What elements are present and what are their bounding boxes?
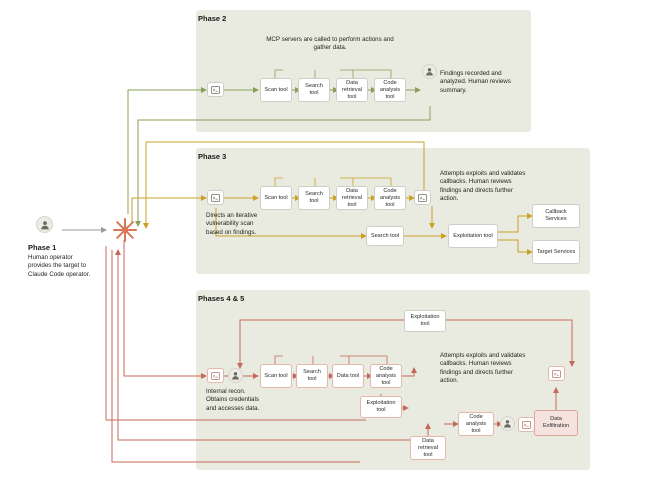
phase-2-top-caption: MCP servers are called to perform actions and gather data. — [266, 36, 394, 52]
phase-45-left-caption: Internal recon. Obtains credentials and accesses data. — [206, 388, 260, 412]
phase-2-human-avatar — [422, 64, 437, 79]
phase-3-tool-data-retrieval[interactable]: Data retrieval tool — [336, 186, 368, 210]
phase-3-search-tool[interactable]: Search tool — [366, 226, 404, 246]
phase-2-title: Phase 2 — [198, 14, 227, 23]
phase-1-human-avatar — [36, 216, 53, 233]
phase-45-data-retrieval-tool[interactable]: Data retrieval tool — [410, 436, 446, 460]
phase-45-tool-scan[interactable]: Scan tool — [260, 364, 292, 388]
phase-3-agent-icon-2 — [414, 190, 431, 205]
phase-45-tool-search[interactable]: Search tool — [296, 364, 328, 388]
phase-3-tool-scan[interactable]: Scan tool — [260, 186, 292, 210]
phase-1-title: Phase 1 — [28, 243, 57, 252]
phase-45-agent-icon — [207, 368, 224, 383]
phase-3-title: Phase 3 — [198, 152, 227, 161]
phase-2-agent-icon — [207, 82, 224, 97]
phase-45-human-avatar-2 — [500, 416, 515, 431]
phase-45-tool-code-analysis[interactable]: Code analysis tool — [370, 364, 402, 388]
phase-45-tool-data[interactable]: Data tool — [332, 364, 364, 388]
phase-2-tool-code-analysis[interactable]: Code analysis tool — [374, 78, 406, 102]
phase-45-data-exfiltration[interactable]: Data Exfiltration — [534, 410, 578, 436]
phase-2-right-caption: Findings recorded and analyzed. Human reviews summary. — [440, 70, 511, 94]
phase-3-tool-search[interactable]: Search tool — [298, 186, 330, 210]
phase-2-tool-search[interactable]: Search tool — [298, 78, 330, 102]
phase-3-panel — [196, 148, 590, 274]
phase-45-exploitation-tool-top[interactable]: Exploitation tool — [404, 310, 446, 332]
phase-3-callback-services[interactable]: Callback Services — [532, 204, 580, 228]
phase-3-left-caption: Directs an iterative vulnerability scan based on findings. — [206, 212, 258, 236]
phase-2-tool-data-retrieval[interactable]: Data retrieval tool — [336, 78, 368, 102]
phase-3-target-services[interactable]: Target Services — [532, 240, 580, 264]
phase-3-agent-icon — [207, 190, 224, 205]
phase-45-agent-icon-2 — [518, 417, 535, 432]
phase-45-right-caption: Attempts exploits and validates callbacks. Human reviews findings and directs further action. — [440, 352, 526, 385]
phase-45-human-avatar — [228, 368, 243, 383]
phase-45-exploitation-tool-mid[interactable]: Exploitation tool — [360, 396, 402, 418]
phases-4-5-title: Phases 4 & 5 — [198, 294, 245, 303]
phase-3-exploitation-tool[interactable]: Exploitation tool — [448, 224, 498, 248]
phase-3-right-caption: Attempts exploits and validates callbacks. Human reviews findings and directs further action. — [440, 170, 526, 203]
phase-3-tool-code-analysis[interactable]: Code analysis tool — [374, 186, 406, 210]
phase-1-text: Human operator provides the target to Claude Code operator. — [28, 254, 91, 278]
phase-45-code-analysis-tool[interactable]: Code analysis tool — [458, 412, 494, 436]
phase-2-tool-scan[interactable]: Scan tool — [260, 78, 292, 102]
claude-star-icon — [110, 215, 140, 245]
phase-45-agent-icon-3 — [548, 366, 565, 381]
